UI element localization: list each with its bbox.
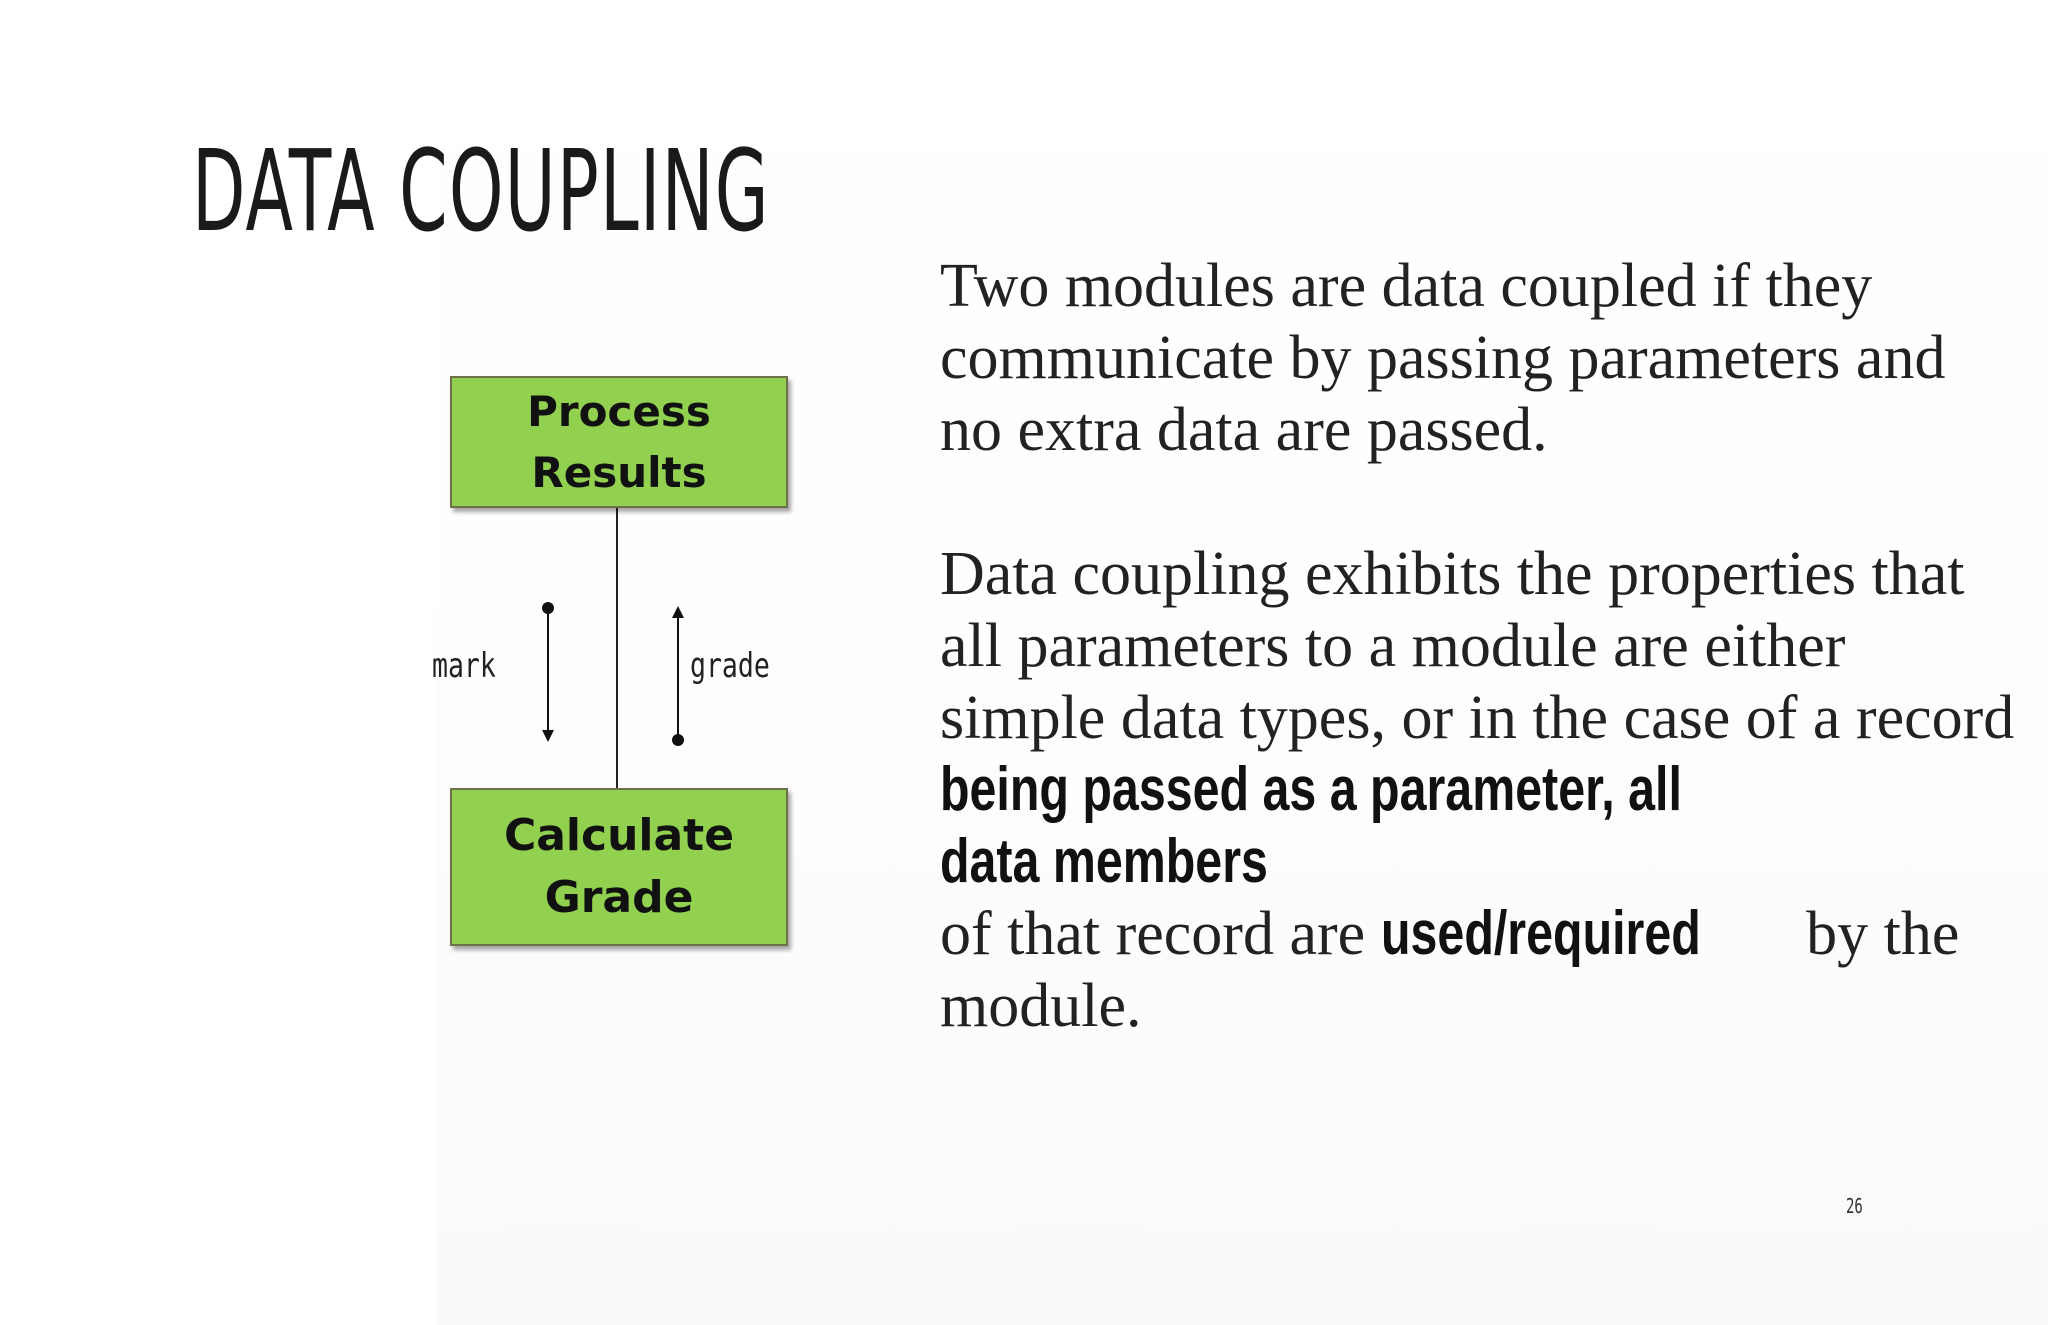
structure-chart-diagram	[420, 370, 840, 960]
calculate-grade-module	[450, 788, 788, 946]
module-label-line: Results	[531, 448, 707, 497]
emphasis-used-required: used/required	[1380, 899, 1701, 968]
mark-data-couple-arrow	[542, 602, 554, 742]
emphasis-record-passing: being passed as a parameter, all data members	[940, 755, 1682, 896]
properties-text: of that record are	[940, 900, 1381, 968]
properties-paragraph	[940, 538, 2020, 1042]
properties-text: by the module.	[940, 900, 1960, 1040]
module-label-line: Process	[527, 387, 711, 436]
process-results-module	[450, 376, 788, 508]
page-number: 26	[1846, 1194, 1863, 1218]
definition-paragraph: Two modules are data coupled if they communicate by passing parameters and no extra data are passed.	[940, 252, 1946, 464]
mark-flow-label: mark	[432, 646, 496, 686]
grade-data-couple-arrow	[672, 606, 684, 746]
properties-text: Data coupling exhibits the properties that all parameters to a module are either simple data types, or in the case of a record	[940, 540, 2015, 752]
module-label-line: Grade	[544, 872, 694, 923]
grade-flow-label: grade	[690, 646, 770, 686]
module-label-line: Calculate	[503, 810, 735, 861]
slide-title: DATA COUPLING	[192, 127, 770, 257]
slide-body	[940, 250, 2020, 1042]
